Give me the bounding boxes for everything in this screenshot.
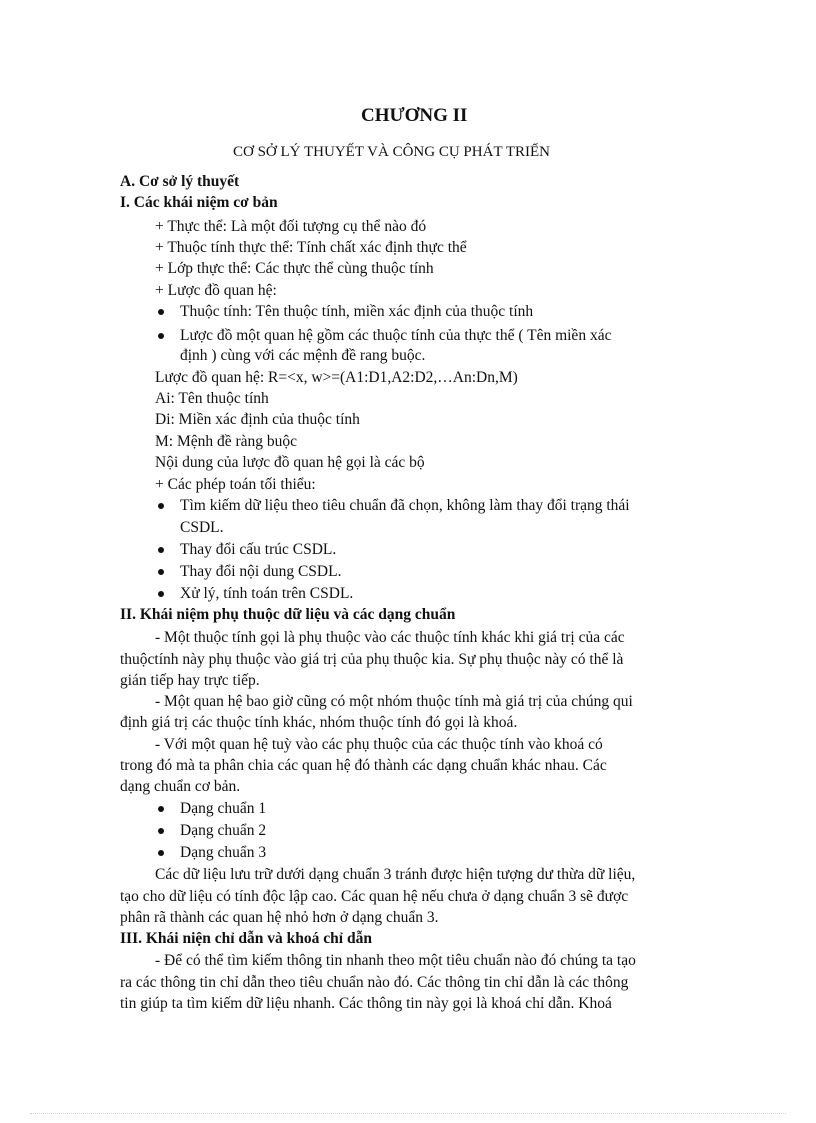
paragraph-line: thuộctính này phụ thuộc vào giá trị của phụ thuộc kia. Sự phụ thuộc này có thể là [120, 651, 624, 668]
text-line: + Thực thể: Là một đối tượng cụ thể nào đó [155, 218, 427, 235]
section-3-heading: III. Khái niện chỉ dẫn và khoá chỉ dẫn [120, 930, 372, 947]
bullet-text: Lược đồ một quan hệ gồm các thuộc tính của thực thể ( Tên miền xác [180, 327, 612, 344]
paragraph-line: Các dữ liệu lưu trữ dưới dạng chuẩn 3 tránh được hiện tượng dư thừa dữ liệu, [155, 866, 636, 883]
chapter-title: CHƯƠNG II [361, 105, 468, 126]
text-line: Lược đồ quan hệ: R=<x, w>=(A1:D1,A2:D2,…An:Dn,M) [155, 369, 518, 386]
text-line: + Lớp thực thể: Các thực thể cùng thuộc tính [155, 260, 434, 277]
text-line: Ai: Tên thuộc tính [155, 390, 269, 407]
bullet-text: định ) cùng với các mệnh đề rang buộc. [180, 347, 426, 364]
bullet-icon [158, 806, 164, 812]
bullet-icon [158, 503, 164, 509]
bullet-icon [158, 828, 164, 834]
paragraph-line: - Để có thể tìm kiếm thông tin nhanh theo một tiêu chuẩn nào đó chúng ta tạo [155, 952, 636, 969]
bullet-icon [158, 333, 164, 339]
bullet-text: Tìm kiếm dữ liệu theo tiêu chuẩn đã chọn, không làm thay đổi trạng thái [180, 497, 630, 514]
paragraph-line: dạng chuẩn cơ bản. [120, 778, 241, 795]
paragraph-line: - Một thuộc tính gọi là phụ thuộc vào các thuộc tính khác khi giá trị của các [155, 629, 625, 646]
bullet-text: Thay đổi cấu trúc CSDL. [180, 541, 337, 558]
paragraph-line: tin giúp ta tìm kiếm dữ liệu nhanh. Các thông tin này gọi là khoá chỉ dẫn. Khoá [120, 995, 612, 1012]
text-line: + Các phép toán tối thiểu: [155, 476, 316, 493]
bullet-text: Xử lý, tính toán trên CSDL. [180, 585, 354, 602]
bullet-text: Dạng chuẩn 1 [180, 800, 267, 817]
page-edge-divider [30, 1113, 786, 1114]
bullet-text: Dạng chuẩn 3 [180, 844, 267, 861]
bullet-icon [158, 591, 164, 597]
bullet-text: Dạng chuẩn 2 [180, 822, 267, 839]
paragraph-line: - Một quan hệ bao giờ cũng có một nhóm thuộc tính mà giá trị của chúng qui [155, 693, 633, 710]
text-line: + Lược đồ quan hệ: [155, 282, 277, 299]
paragraph-line: ra các thông tin chỉ dẫn theo tiêu chuẩn nào đó. Các thông tin chỉ dẫn là các thông [120, 974, 629, 991]
bullet-icon [158, 309, 164, 315]
text-line: + Thuộc tính thực thể: Tính chất xác định thực thể [155, 239, 467, 256]
section-2-heading: II. Khái niệm phụ thuộc dữ liệu và các dạng chuẩn [120, 606, 456, 623]
section-1-heading: I. Các khái niệm cơ bản [120, 194, 278, 211]
text-line: Nội dung của lược đồ quan hệ gọi là các bộ [155, 454, 425, 471]
chapter-subtitle: CƠ SỞ LÝ THUYẾT VÀ CÔNG CỤ PHÁT TRIỂN [233, 144, 550, 160]
paragraph-line: gián tiếp hay trực tiếp. [120, 672, 260, 689]
paragraph-line: tạo cho dữ liệu có tính độc lập cao. Các quan hệ nếu chưa ở dạng chuẩn 3 sẽ được [120, 888, 629, 905]
paragraph-line: trong đó mà ta phân chia các quan hệ đó thành các dạng chuẩn khác nhau. Các [120, 757, 607, 774]
paragraph-line: định giá trị các thuộc tính khác, nhóm thuộc tính đó gọi là khoá. [120, 714, 518, 731]
bullet-icon [158, 569, 164, 575]
paragraph-line: phân rã thành các quan hệ nhỏ hơn ở dạng chuẩn 3. [120, 909, 439, 926]
paragraph-line: - Với một quan hệ tuỳ vào các phụ thuộc của các thuộc tính vào khoá có [155, 736, 603, 753]
bullet-text: Thuộc tính: Tên thuộc tính, miền xác định của thuộc tính [180, 303, 534, 320]
bullet-icon [158, 850, 164, 856]
text-line: Di: Miền xác định của thuộc tính [155, 411, 360, 428]
bullet-text: CSDL. [180, 519, 224, 536]
text-line: M: Mệnh đề ràng buộc [155, 433, 298, 450]
bullet-icon [158, 547, 164, 553]
section-a-heading: A. Cơ sở lý thuyết [120, 173, 240, 190]
bullet-text: Thay đổi nội dung CSDL. [180, 563, 342, 580]
